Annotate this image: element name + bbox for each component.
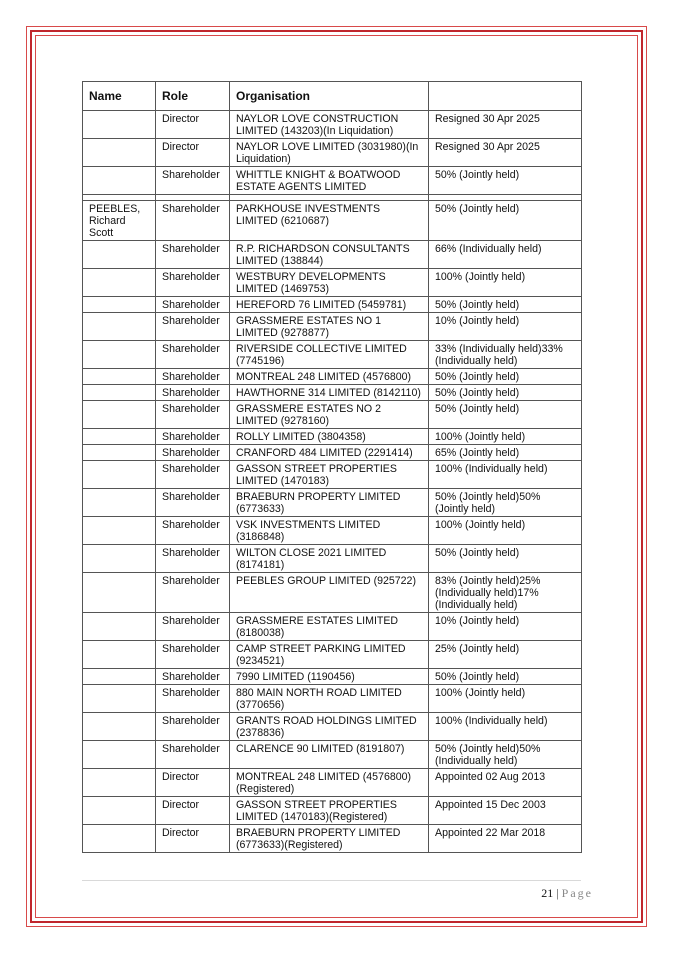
table-body: [83, 111, 582, 853]
cell-organisation: BRAEBURN PROPERTY LIMITED (6773633): [230, 489, 429, 517]
cell-role: Director: [156, 797, 230, 825]
cell-organisation: WILTON CLOSE 2021 LIMITED (8174181): [230, 545, 429, 573]
footer-separator: |: [556, 886, 559, 900]
cell-status: 100% (Individually held): [429, 461, 582, 489]
cell-organisation: GRASSMERE ESTATES NO 2 LIMITED (9278160): [230, 401, 429, 429]
cell-organisation: NAYLOR LOVE LIMITED (3031980)(In Liquidation): [230, 139, 429, 167]
header-name: Name: [83, 82, 156, 111]
cell-status: 100% (Jointly held): [429, 269, 582, 297]
cell-organisation: CLARENCE 90 LIMITED (8191807): [230, 741, 429, 769]
cell-role: Director: [156, 111, 230, 139]
cell-organisation: PEEBLES GROUP LIMITED (925722): [230, 573, 429, 613]
cell-name: [83, 613, 156, 641]
cell-organisation: GRANTS ROAD HOLDINGS LIMITED (2378836): [230, 713, 429, 741]
cell-organisation: CAMP STREET PARKING LIMITED (9234521): [230, 641, 429, 669]
header-organisation: Organisation: [230, 82, 429, 111]
cell-status: 50% (Jointly held): [429, 669, 582, 685]
cell-organisation: 7990 LIMITED (1190456): [230, 669, 429, 685]
cell-organisation: PARKHOUSE INVESTMENTS LIMITED (6210687): [230, 201, 429, 241]
cell-organisation: ROLLY LIMITED (3804358): [230, 429, 429, 445]
cell-role: Director: [156, 139, 230, 167]
page-number: 21: [541, 886, 554, 900]
table-row: [83, 269, 582, 297]
page-label: Page: [561, 886, 593, 900]
cell-role: Shareholder: [156, 297, 230, 313]
cell-name: [83, 769, 156, 797]
cell-role: Shareholder: [156, 401, 230, 429]
cell-name: [83, 313, 156, 341]
cell-status: 100% (Individually held): [429, 713, 582, 741]
cell-name: [83, 573, 156, 613]
cell-name: [83, 685, 156, 713]
cell-name: [83, 139, 156, 167]
cell-status: 50% (Jointly held): [429, 401, 582, 429]
table-row: [83, 713, 582, 741]
cell-name: [83, 741, 156, 769]
cell-name: PEEBLES, Richard Scott: [83, 201, 156, 241]
cell-organisation: HAWTHORNE 314 LIMITED (8142110): [230, 385, 429, 401]
cell-status: 50% (Jointly held)50% (Individually held): [429, 741, 582, 769]
cell-status: 50% (Jointly held)50% (Jointly held): [429, 489, 582, 517]
cell-status: 65% (Jointly held): [429, 445, 582, 461]
cell-organisation: GASSON STREET PROPERTIES LIMITED (1470183): [230, 461, 429, 489]
cell-name: [83, 669, 156, 685]
cell-status: 50% (Jointly held): [429, 167, 582, 195]
cell-organisation: HEREFORD 76 LIMITED (5459781): [230, 297, 429, 313]
cell-organisation: BRAEBURN PROPERTY LIMITED (6773633)(Registered): [230, 825, 429, 853]
table-row: [83, 461, 582, 489]
cell-role: Shareholder: [156, 461, 230, 489]
cell-name: [83, 241, 156, 269]
cell-name: [83, 825, 156, 853]
cell-role: Shareholder: [156, 341, 230, 369]
cell-organisation: GRASSMERE ESTATES LIMITED (8180038): [230, 613, 429, 641]
cell-status: 50% (Jointly held): [429, 385, 582, 401]
cell-role: Shareholder: [156, 641, 230, 669]
cell-status: Resigned 30 Apr 2025: [429, 139, 582, 167]
cell-organisation: VSK INVESTMENTS LIMITED (3186848): [230, 517, 429, 545]
cell-status: 10% (Jointly held): [429, 313, 582, 341]
cell-organisation: GRASSMERE ESTATES NO 1 LIMITED (9278877): [230, 313, 429, 341]
table-row: [83, 241, 582, 269]
cell-role: Shareholder: [156, 269, 230, 297]
cell-organisation: GASSON STREET PROPERTIES LIMITED (1470183)(Registered): [230, 797, 429, 825]
cell-name: [83, 445, 156, 461]
cell-status: 50% (Jointly held): [429, 545, 582, 573]
cell-role: Shareholder: [156, 201, 230, 241]
cell-role: Shareholder: [156, 445, 230, 461]
table-row: [83, 313, 582, 341]
cell-status: 100% (Jointly held): [429, 429, 582, 445]
cell-name: [83, 385, 156, 401]
table-row: [83, 401, 582, 429]
cell-name: [83, 111, 156, 139]
cell-status: 50% (Jointly held): [429, 201, 582, 241]
cell-role: Shareholder: [156, 369, 230, 385]
table-row: [83, 111, 582, 139]
table-row: [83, 641, 582, 669]
cell-name: [83, 269, 156, 297]
cell-name: [83, 429, 156, 445]
page-footer: [82, 886, 593, 901]
cell-status: Appointed 02 Aug 2013: [429, 769, 582, 797]
table-row: [83, 341, 582, 369]
cell-name: [83, 489, 156, 517]
cell-organisation: 880 MAIN NORTH ROAD LIMITED (3770656): [230, 685, 429, 713]
cell-role: Shareholder: [156, 385, 230, 401]
cell-organisation: RIVERSIDE COLLECTIVE LIMITED (7745196): [230, 341, 429, 369]
cell-name: [83, 517, 156, 545]
table-row: [83, 445, 582, 461]
table-row: [83, 545, 582, 573]
table-row: [83, 139, 582, 167]
cell-role: Shareholder: [156, 669, 230, 685]
cell-status: Appointed 22 Mar 2018: [429, 825, 582, 853]
table-row: [83, 797, 582, 825]
cell-status: 50% (Jointly held): [429, 297, 582, 313]
cell-status: Appointed 15 Dec 2003: [429, 797, 582, 825]
cell-status: 66% (Individually held): [429, 241, 582, 269]
cell-organisation: R.P. RICHARDSON CONSULTANTS LIMITED (138844): [230, 241, 429, 269]
cell-name: [83, 369, 156, 385]
cell-name: [83, 461, 156, 489]
cell-status: 100% (Jointly held): [429, 685, 582, 713]
cell-role: Shareholder: [156, 517, 230, 545]
cell-role: Shareholder: [156, 573, 230, 613]
cell-name: [83, 713, 156, 741]
table-row: [83, 825, 582, 853]
cell-name: [83, 545, 156, 573]
cell-status: 83% (Jointly held)25% (Individually held)17% (Individually held): [429, 573, 582, 613]
cell-status: Resigned 30 Apr 2025: [429, 111, 582, 139]
cell-status: 100% (Jointly held): [429, 517, 582, 545]
cell-organisation: NAYLOR LOVE CONSTRUCTION LIMITED (143203)(In Liquidation): [230, 111, 429, 139]
header-role: Role: [156, 82, 230, 111]
table-row: [83, 369, 582, 385]
cell-organisation: CRANFORD 484 LIMITED (2291414): [230, 445, 429, 461]
cell-role: Shareholder: [156, 741, 230, 769]
cell-status: 10% (Jointly held): [429, 613, 582, 641]
cell-role: Shareholder: [156, 489, 230, 517]
table-row: [83, 429, 582, 445]
cell-role: Shareholder: [156, 545, 230, 573]
cell-role: Shareholder: [156, 241, 230, 269]
table-row: [83, 741, 582, 769]
cell-role: Shareholder: [156, 429, 230, 445]
cell-organisation: MONTREAL 248 LIMITED (4576800)(Registered): [230, 769, 429, 797]
cell-name: [83, 341, 156, 369]
cell-name: [83, 297, 156, 313]
cell-role: Shareholder: [156, 613, 230, 641]
cell-organisation: WESTBURY DEVELOPMENTS LIMITED (1469753): [230, 269, 429, 297]
cell-role: Director: [156, 825, 230, 853]
cell-name: [83, 167, 156, 195]
cell-status: 25% (Jointly held): [429, 641, 582, 669]
table-row: [83, 385, 582, 401]
table-row: [83, 669, 582, 685]
cell-role: Shareholder: [156, 167, 230, 195]
table-header-row: [83, 82, 582, 111]
table-row: [83, 685, 582, 713]
directorships-table: [82, 81, 582, 853]
header-status: [429, 82, 582, 111]
table-row: [83, 769, 582, 797]
cell-role: Shareholder: [156, 685, 230, 713]
cell-name: [83, 641, 156, 669]
cell-name: [83, 401, 156, 429]
cell-status: 33% (Individually held)33% (Individually held): [429, 341, 582, 369]
table-row: [83, 167, 582, 195]
table-row: [83, 517, 582, 545]
table-row: [83, 201, 582, 241]
cell-organisation: WHITTLE KNIGHT & BOATWOOD ESTATE AGENTS LIMITED: [230, 167, 429, 195]
table-row: [83, 297, 582, 313]
cell-name: [83, 797, 156, 825]
table-row: [83, 613, 582, 641]
cell-organisation: MONTREAL 248 LIMITED (4576800): [230, 369, 429, 385]
table-row: [83, 489, 582, 517]
table-row: [83, 573, 582, 613]
cell-role: Shareholder: [156, 313, 230, 341]
footer-divider: [82, 880, 581, 881]
cell-role: Shareholder: [156, 713, 230, 741]
cell-role: Director: [156, 769, 230, 797]
cell-status: 50% (Jointly held): [429, 369, 582, 385]
